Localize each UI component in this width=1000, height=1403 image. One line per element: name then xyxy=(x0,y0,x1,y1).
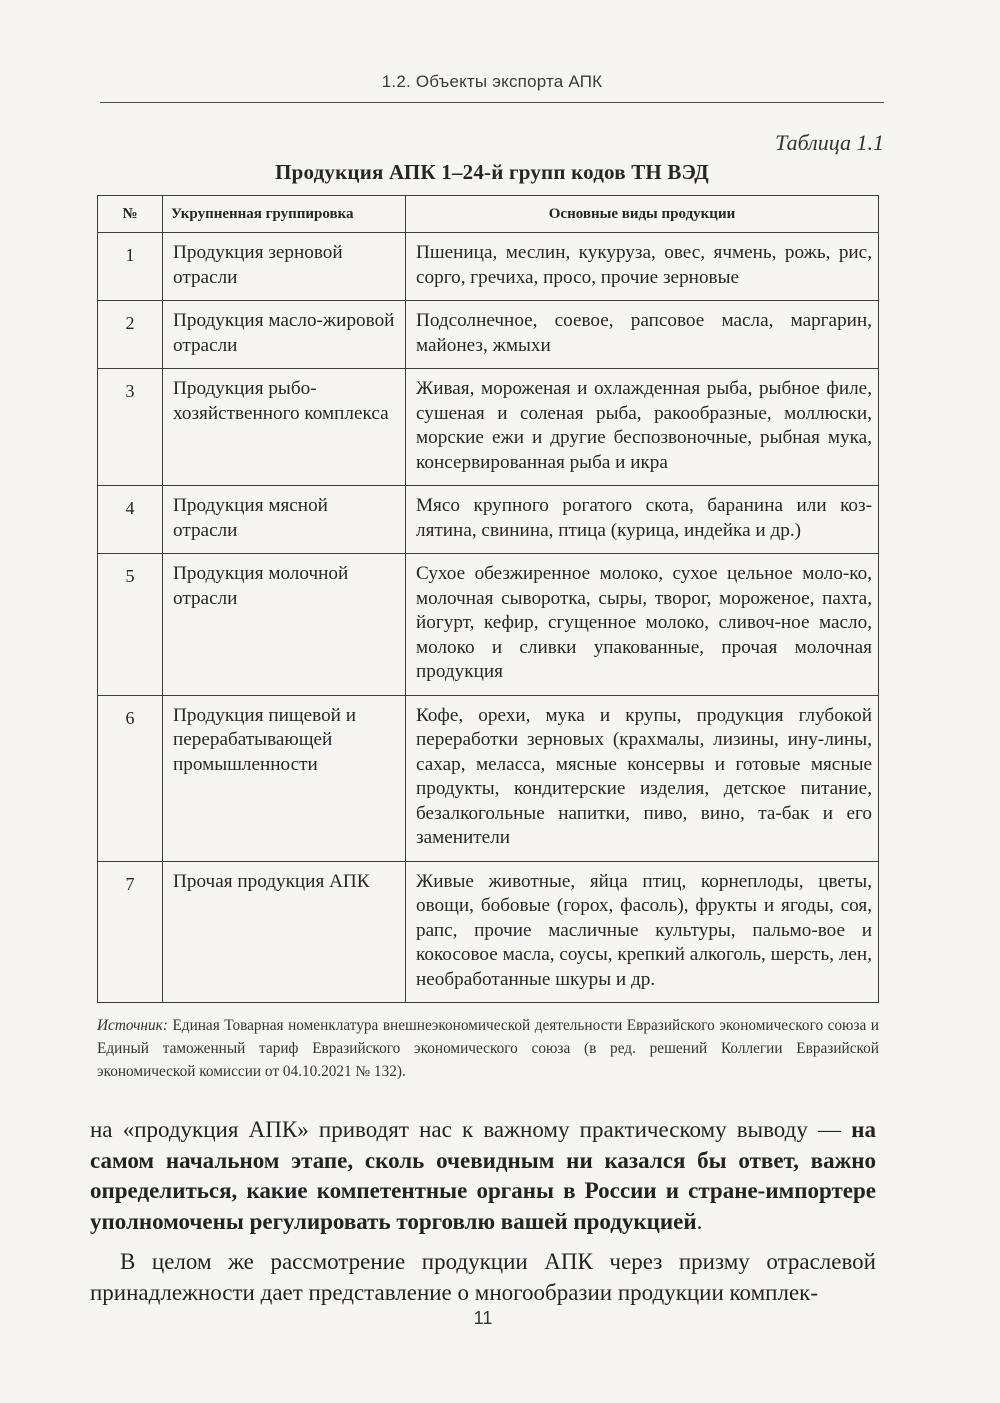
row-group: Продукция мясной отрасли xyxy=(163,486,406,554)
table-header-row xyxy=(98,196,879,233)
row-group: Продукция пищевой и перерабатывающей промышленности xyxy=(163,695,406,861)
source-label: Источник: xyxy=(97,1017,168,1034)
header-rule xyxy=(100,102,884,103)
row-products: Пшеница, меслин, кукуруза, овес, ячмень, рожь, рис, сорго, гречиха, просо, прочие зерновые xyxy=(406,233,879,301)
table-label: Таблица 1.1 xyxy=(775,130,884,155)
row-group: Продукция масло-жировой отрасли xyxy=(163,301,406,369)
row-number: 3 xyxy=(98,369,163,486)
body-paragraph xyxy=(90,1115,876,1237)
row-group: Продукция зерновой отрасли xyxy=(163,233,406,301)
table-row xyxy=(98,554,879,696)
paragraph-end: . xyxy=(696,1208,703,1234)
body-paragraph: В целом же рассмотрение продукции АПК через призму отраслевой принадлежности дает представление о многообразии продукции комплек- xyxy=(90,1249,876,1305)
table-row xyxy=(98,695,879,861)
row-products: Подсолнечное, соевое, рапсовое масла, маргарин, майонез, жмыхи xyxy=(406,301,879,369)
row-number: 7 xyxy=(98,861,163,1003)
row-products: Живая, мороженая и охлажденная рыба, рыбное филе, сушеная и соленая рыба, ракообразные, моллюски, морские ежи и другие беспозвоночные, рыбная мука, консервированная рыба и икра xyxy=(406,369,879,486)
row-number: 1 xyxy=(98,233,163,301)
header-number: № xyxy=(98,196,163,233)
running-head: 1.2. Объекты экспорта АПК xyxy=(381,72,603,91)
table-row xyxy=(98,301,879,369)
row-number: 2 xyxy=(98,301,163,369)
table-row xyxy=(98,861,879,1003)
table-row xyxy=(98,233,879,301)
table-title: Продукция АПК 1–24-й групп кодов ТН ВЭД xyxy=(275,160,709,184)
table-row xyxy=(98,369,879,486)
table-row xyxy=(98,486,879,554)
table-source-note xyxy=(97,1014,879,1083)
header-products: Основные виды продукции xyxy=(406,196,879,233)
row-group: Продукция рыбо-хозяйственного комплекса xyxy=(163,369,406,486)
row-products: Живые животные, яйца птиц, корнеплоды, цветы, овощи, бобовые (горох, фасоль), фрукты и ягоды, соя, рапс, прочие масличные культуры, пальмо-вое и кокосовое масла, соусы, крепкий алкоголь, шерсть, лен, необработанные шкуры и др. xyxy=(406,861,879,1003)
paragraph-emphasis: на самом начальном этапе, сколь очевидным ни казался бы ответ, важно определиться, какие компетентные органы в России и стране-импортере уполномочены регулировать торговлю вашей продукцией xyxy=(90,1117,876,1234)
row-number: 4 xyxy=(98,486,163,554)
source-text: Единая Товарная номенклатура внешнеэкономической деятельности Евразийского экономического союза и Единый таможенный тариф Евразийского экономического союза (в ред. решений Коллегии Евразийской экономической комиссии от 04.10.2021 № 132). xyxy=(97,1017,879,1080)
row-number: 5 xyxy=(98,554,163,696)
header-group: Укрупненная группировка xyxy=(163,196,406,233)
paragraph-lead: на «продукция АПК» приводят нас к важному практическому выводу — xyxy=(90,1117,852,1142)
products-table xyxy=(97,195,879,1003)
row-group: Прочая продукция АПК xyxy=(163,861,406,1003)
row-group: Продукция молочной отрасли xyxy=(163,554,406,696)
row-products: Мясо крупного рогатого скота, баранина или коз-лятина, свинина, птица (курица, индейка и др.) xyxy=(406,486,879,554)
row-number: 6 xyxy=(98,695,163,861)
body-text xyxy=(90,1115,876,1308)
page-number: 11 xyxy=(473,1308,493,1328)
row-products: Сухое обезжиренное молоко, сухое цельное моло-ко, молочная сыворотка, сыры, творог, мороженое, пахта, йогурт, кефир, сгущенное молоко, сливоч-ное масло, молоко и сливки упакованные, прочая молочная продукция xyxy=(406,554,879,696)
row-products: Кофе, орехи, мука и крупы, продукция глубокой переработки зерновых (крахмалы, лизины, ину-лины, сахар, меласса, мясные консервы и готовые мясные продукты, кондитерские изделия, детское питание, безалкогольные напитки, пиво, вино, та-бак и его заменители xyxy=(406,695,879,861)
